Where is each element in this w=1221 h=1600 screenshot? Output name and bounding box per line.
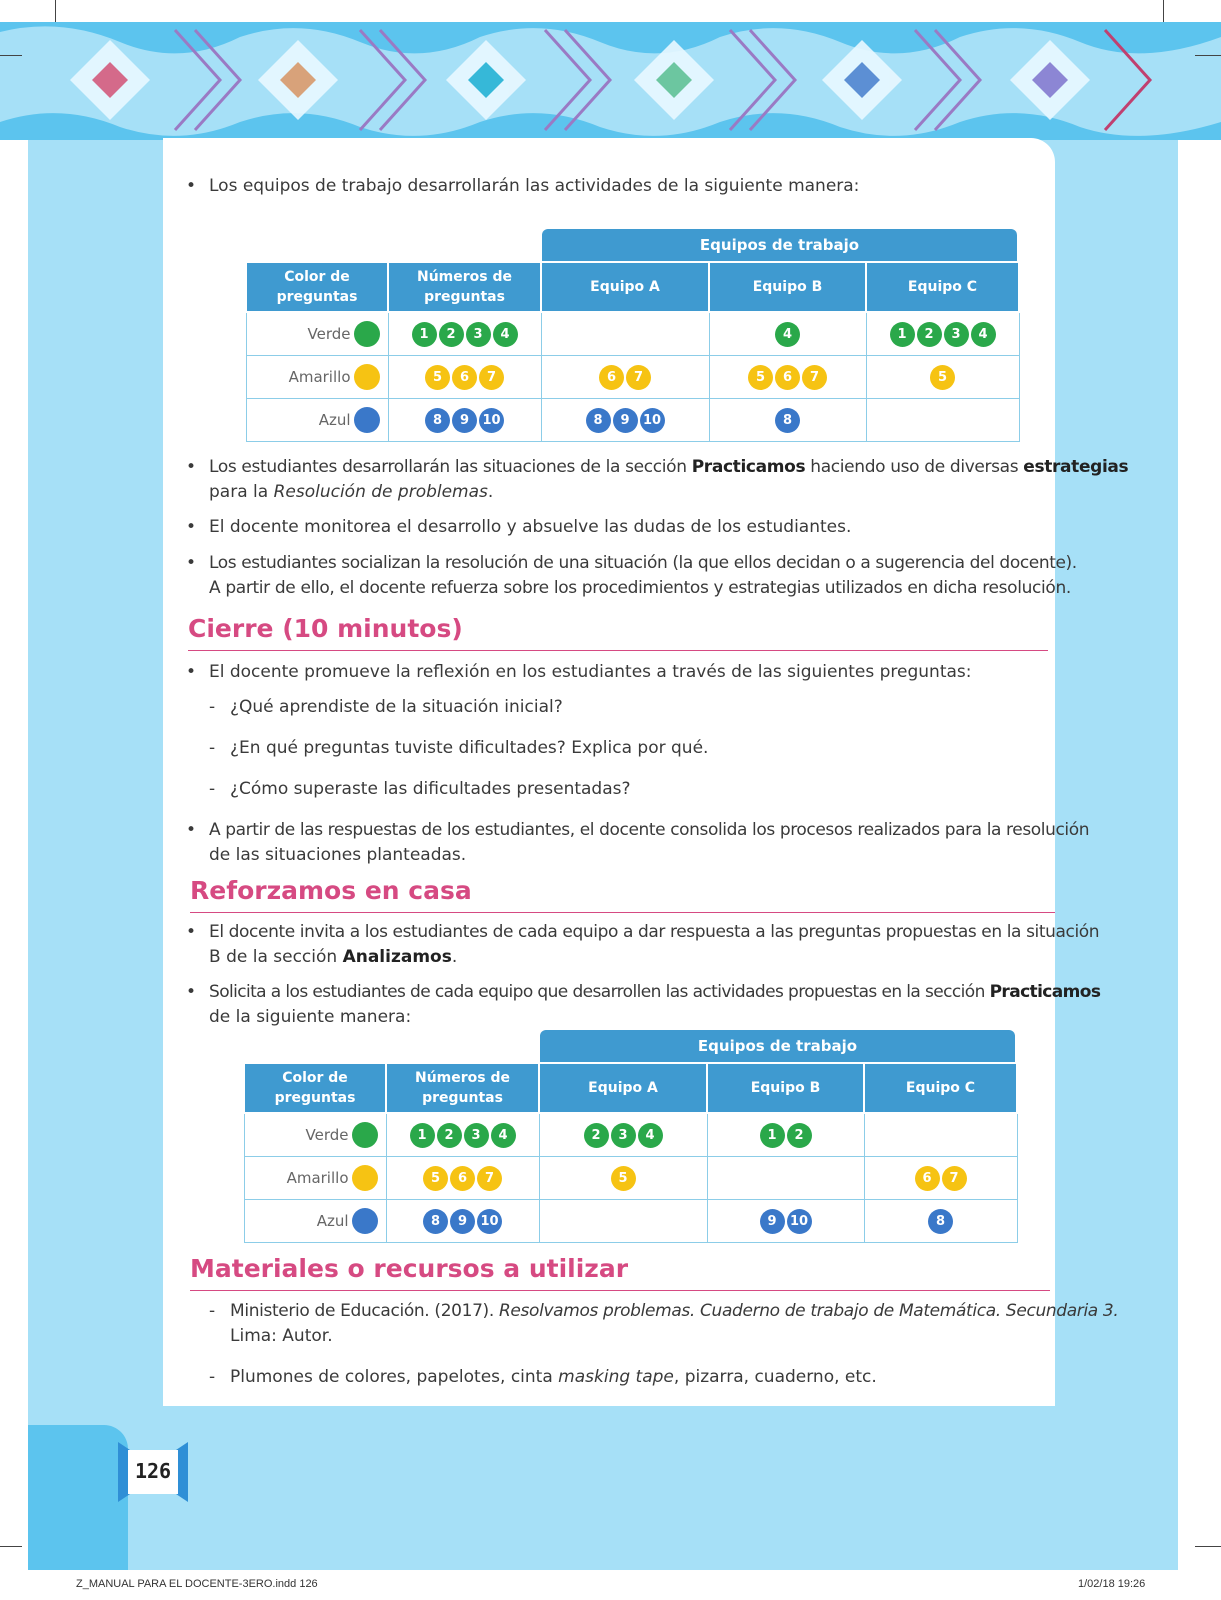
col-numbers-header: Números de preguntas: [386, 1063, 539, 1113]
italic-text: masking tape: [558, 1367, 674, 1387]
question-number-badge: 7: [942, 1166, 967, 1191]
dash: -: [209, 779, 216, 799]
dash: -: [209, 1301, 216, 1321]
team-a-cell: [539, 1157, 707, 1200]
material-1-line2: Lima: Autor.: [230, 1326, 333, 1346]
material-2: [230, 1365, 877, 1390]
table1-group-header: Equipos de trabajo: [542, 229, 1017, 261]
team-b-cell: [709, 356, 866, 399]
bold-text: Practicamos: [989, 982, 1101, 1002]
question-number-badge: 6: [915, 1166, 940, 1191]
team-c-cell: [866, 356, 1019, 399]
question-number-badge: 2: [917, 322, 942, 347]
question-number-badge: 1: [890, 322, 915, 347]
bullet: •: [186, 662, 197, 682]
color-label: Amarillo: [288, 368, 351, 386]
color-cell: [246, 312, 388, 356]
table-row: [244, 1157, 1017, 1200]
question-number-badge: 2: [437, 1123, 462, 1148]
crop-mark: [1195, 55, 1221, 56]
question-number-badge: 8: [928, 1209, 953, 1234]
col-team-b-header: Equipo B: [709, 262, 866, 312]
cierre-bullet-1: El docente promueve la reflexión en los estudiantes a través de las siguientes preguntas:: [209, 662, 972, 682]
text: Plumones de colores, papelotes, cinta: [230, 1367, 559, 1387]
text: Ministerio de Educación. (2017).: [230, 1301, 499, 1321]
color-label: Azul: [318, 411, 351, 429]
bullet: •: [186, 517, 197, 537]
blue-dot-icon: [354, 407, 380, 433]
page-number: 126: [134, 1459, 172, 1483]
monitorea-text: El docente monitorea el desarrollo y absuelve las dudas de los estudiantes.: [209, 517, 852, 537]
crop-mark: [55, 0, 56, 22]
question-number-badge: 10: [477, 1209, 502, 1234]
table2-body: [244, 1113, 1017, 1243]
practicamos-bullet-line1: [209, 455, 1128, 480]
question-number-badge: 9: [450, 1209, 475, 1234]
text: Los estudiantes desarrollarán las situaciones de la sección: [209, 457, 692, 477]
material-1-line1: [230, 1299, 1118, 1324]
question-number-badge: 9: [613, 408, 638, 433]
question-number-badge: 4: [775, 322, 800, 347]
bold-text: estrategias: [1023, 457, 1129, 477]
question-number-badge: 4: [638, 1123, 663, 1148]
question-number-badge: 7: [626, 365, 651, 390]
teams-table-2: [243, 1062, 1018, 1243]
color-cell: [244, 1200, 386, 1243]
question-number-badge: 1: [760, 1123, 785, 1148]
text: .: [487, 482, 494, 502]
numbers-cell: [388, 312, 541, 356]
col-color-header: Color de preguntas: [246, 262, 388, 312]
cierre-bullet-2-line2: de las situaciones planteadas.: [209, 845, 467, 865]
question-number-badge: 8: [775, 408, 800, 433]
numbers-cell: [386, 1113, 539, 1157]
question-number-badge: 6: [452, 365, 477, 390]
bullet: •: [186, 553, 197, 573]
cierre-bullet-2-line1: A partir de las respuestas de los estudiantes, el docente consolida los procesos realizados para la resolución: [209, 820, 1090, 840]
team-c-cell: [864, 1113, 1017, 1157]
cierre-rule: [188, 650, 1048, 651]
crop-mark: [1195, 1546, 1221, 1547]
color-label: Verde: [305, 1126, 349, 1144]
team-a-cell: [539, 1200, 707, 1243]
table2-group-header: Equipos de trabajo: [540, 1030, 1015, 1062]
dash: -: [209, 738, 216, 758]
question-number-badge: 7: [479, 365, 504, 390]
question-number-badge: 10: [640, 408, 665, 433]
numbers-cell: [386, 1157, 539, 1200]
team-a-cell: [541, 312, 709, 356]
bold-text: Practicamos: [691, 457, 806, 477]
col-team-a-header: Equipo A: [539, 1063, 707, 1113]
dash: -: [209, 697, 216, 717]
color-cell: [246, 399, 388, 442]
question-2: ¿En qué preguntas tuviste dificultades? Explica por qué.: [230, 738, 709, 758]
dash: -: [209, 1367, 216, 1387]
refuerzo-rule: [190, 912, 1055, 913]
crop-mark: [1163, 0, 1164, 22]
team-c-cell: [864, 1200, 1017, 1243]
refuerzo-bullet-1-line2: [209, 945, 457, 970]
materiales-rule: [190, 1290, 1050, 1291]
footer-left: Z_MANUAL PARA EL DOCENTE-3ERO.indd 126: [76, 1578, 318, 1590]
team-c-cell: [866, 312, 1019, 356]
question-number-badge: 3: [611, 1123, 636, 1148]
question-number-badge: 8: [423, 1209, 448, 1234]
question-number-badge: 2: [584, 1123, 609, 1148]
numbers-cell: [386, 1200, 539, 1243]
page-tab: [28, 1425, 128, 1570]
question-number-badge: 10: [787, 1209, 812, 1234]
footer-right: 1/02/18 19:26: [1078, 1578, 1146, 1590]
question-number-badge: 4: [493, 322, 518, 347]
table-row: [246, 356, 1019, 399]
yellow-dot-icon: [352, 1165, 378, 1191]
text: haciendo uso de diversas: [805, 457, 1024, 477]
text: Solicita a los estudiantes de cada equipo que desarrollen las actividades propuestas en la sección: [209, 982, 990, 1002]
question-number-badge: 6: [450, 1166, 475, 1191]
table-row: [244, 1200, 1017, 1243]
question-number-badge: 8: [425, 408, 450, 433]
team-a-cell: [541, 399, 709, 442]
table1-body: [246, 312, 1019, 442]
bullet: •: [186, 820, 197, 840]
numbers-cell: [388, 356, 541, 399]
color-cell: [244, 1113, 386, 1157]
col-team-a-header: Equipo A: [541, 262, 709, 312]
color-label: Azul: [316, 1212, 349, 1230]
text: B de la sección: [209, 947, 343, 967]
green-dot-icon: [352, 1122, 378, 1148]
refuerzo-bullet-2-line2: de la siguiente manera:: [209, 1007, 412, 1027]
teams-table-1: [245, 261, 1020, 442]
yellow-dot-icon: [354, 364, 380, 390]
question-number-badge: 6: [599, 365, 624, 390]
question-number-badge: 5: [423, 1166, 448, 1191]
question-number-badge: 3: [944, 322, 969, 347]
socializan-line1: Los estudiantes socializan la resolución de una situación (la que ellos decidan o a sugerencia del docente).: [209, 553, 1077, 573]
team-b-cell: [707, 1157, 864, 1200]
materiales-heading: Materiales o recursos a utilizar: [190, 1254, 629, 1283]
color-label: Amarillo: [286, 1169, 349, 1187]
question-1: ¿Qué aprendiste de la situación inicial?: [230, 697, 563, 717]
question-number-badge: 6: [775, 365, 800, 390]
cierre-heading: Cierre (10 minutos): [188, 614, 463, 643]
bullet: •: [186, 176, 197, 196]
team-a-cell: [539, 1113, 707, 1157]
question-number-badge: 8: [586, 408, 611, 433]
question-number-badge: 5: [930, 365, 955, 390]
color-cell: [244, 1157, 386, 1200]
col-team-b-header: Equipo B: [707, 1063, 864, 1113]
table-row: [246, 399, 1019, 442]
col-numbers-header: Números de preguntas: [388, 262, 541, 312]
crop-mark: [0, 55, 22, 56]
refuerzo-heading: Reforzamos en casa: [190, 876, 472, 905]
question-number-badge: 9: [760, 1209, 785, 1234]
bullet: •: [186, 457, 197, 477]
team-b-cell: [707, 1113, 864, 1157]
question-number-badge: 5: [748, 365, 773, 390]
blue-dot-icon: [352, 1208, 378, 1234]
italic-text: Resolución de problemas: [273, 482, 488, 502]
intro-text: Los equipos de trabajo desarrollarán las actividades de la siguiente manera:: [209, 176, 860, 196]
socializan-line2: A partir de ello, el docente refuerza sobre los procedimientos y estrategias utilizados en dicha resolución.: [209, 578, 1071, 598]
text: , pizarra, cuaderno, etc.: [673, 1367, 877, 1387]
bullet: •: [186, 982, 197, 1002]
question-number-badge: 2: [787, 1123, 812, 1148]
question-3: ¿Cómo superaste las dificultades presentadas?: [230, 779, 631, 799]
bullet: •: [186, 922, 197, 942]
crop-mark: [0, 1546, 22, 1547]
color-cell: [246, 356, 388, 399]
question-number-badge: 10: [479, 408, 504, 433]
team-c-cell: [864, 1157, 1017, 1200]
table-row: [246, 312, 1019, 356]
question-number-badge: 4: [971, 322, 996, 347]
question-number-badge: 7: [802, 365, 827, 390]
question-number-badge: 3: [464, 1123, 489, 1148]
question-number-badge: 1: [412, 322, 437, 347]
color-label: Verde: [307, 325, 351, 343]
text: .: [451, 947, 458, 967]
question-number-badge: 7: [477, 1166, 502, 1191]
question-number-badge: 4: [491, 1123, 516, 1148]
refuerzo-bullet-1-line1: El docente invita a los estudiantes de cada equipo a dar respuesta a las preguntas propuestas en la situación: [209, 922, 1100, 942]
team-c-cell: [866, 399, 1019, 442]
col-team-c-header: Equipo C: [864, 1063, 1017, 1113]
team-a-cell: [541, 356, 709, 399]
question-number-badge: 2: [439, 322, 464, 347]
italic-text: Resolvamos problemas. Cuaderno de trabajo de Matemática. Secundaria 3.: [498, 1301, 1119, 1321]
table-row: [244, 1113, 1017, 1157]
bold-text: Analizamos: [342, 947, 452, 967]
team-b-cell: [709, 399, 866, 442]
question-number-badge: 5: [611, 1166, 636, 1191]
team-b-cell: [709, 312, 866, 356]
question-number-badge: 1: [410, 1123, 435, 1148]
text: para la: [209, 482, 274, 502]
question-number-badge: 5: [425, 365, 450, 390]
practicamos-bullet-line2: [209, 480, 493, 505]
question-number-badge: 3: [466, 322, 491, 347]
question-number-badge: 9: [452, 408, 477, 433]
numbers-cell: [388, 399, 541, 442]
refuerzo-bullet-2-line1: [209, 980, 1100, 1005]
decorative-banner: [0, 22, 1221, 140]
col-team-c-header: Equipo C: [866, 262, 1019, 312]
col-color-header: Color de preguntas: [244, 1063, 386, 1113]
team-b-cell: [707, 1200, 864, 1243]
green-dot-icon: [354, 321, 380, 347]
